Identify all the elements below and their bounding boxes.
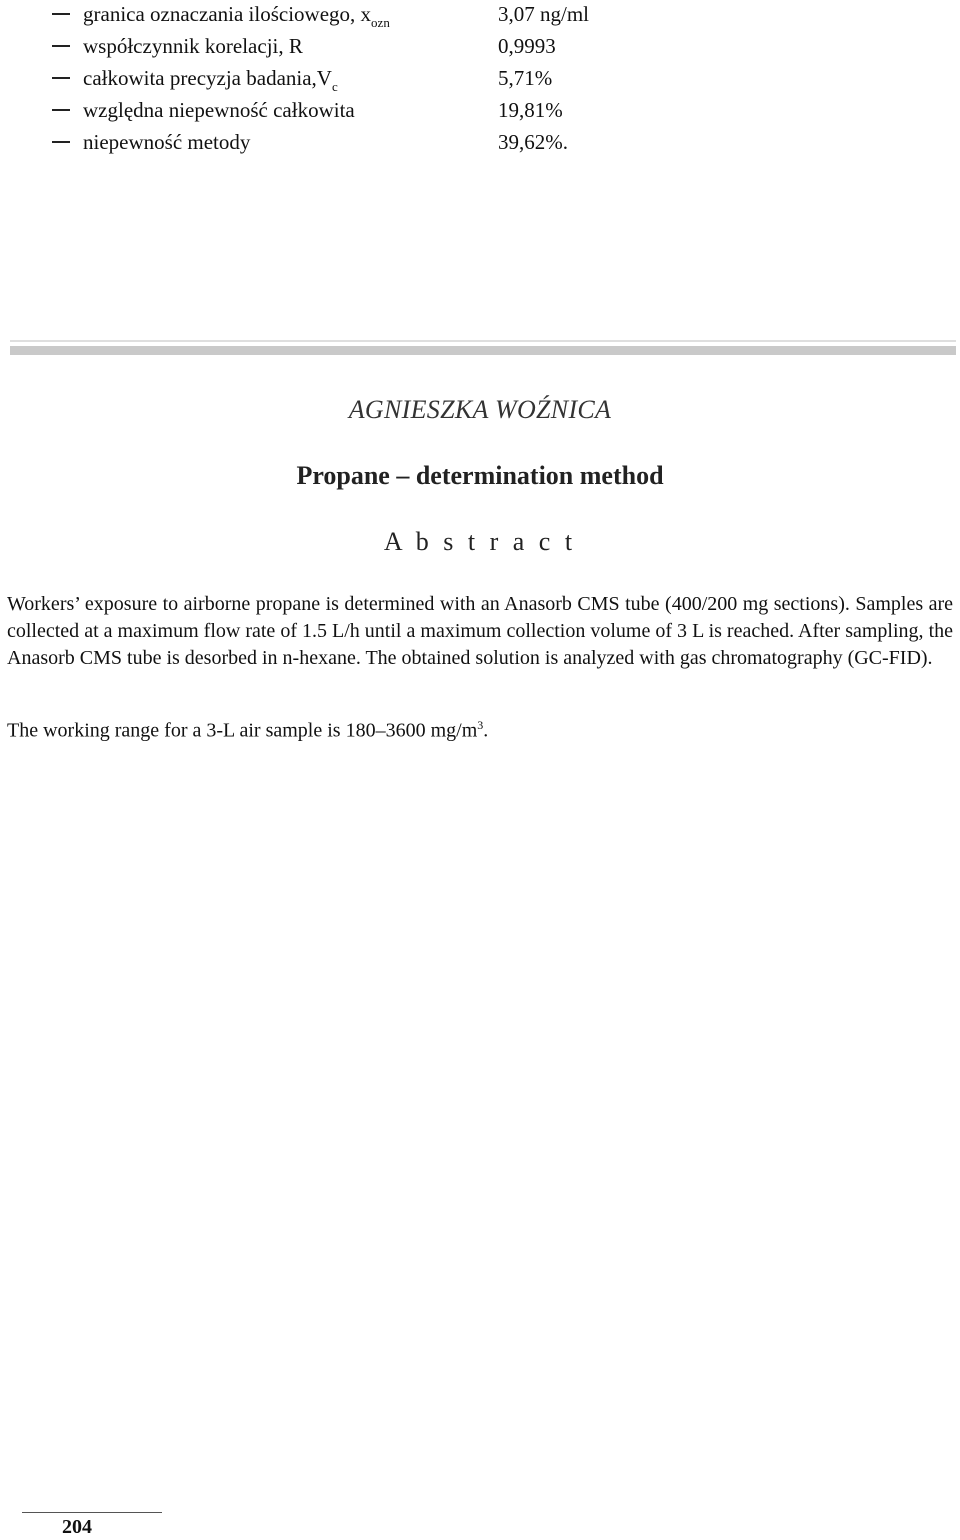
dash-bullet [52, 109, 70, 111]
abstract-body [7, 591, 953, 672]
result-label: względna niepewność całkowita [83, 98, 355, 122]
dash-bullet [52, 77, 70, 79]
section-divider [10, 346, 956, 355]
result-label: niepewność metody [83, 130, 251, 154]
result-label: granica oznaczania ilościowego, $x_{ozn}$ [83, 2, 390, 30]
footer-divider [22, 1512, 162, 1513]
result-value: 39,62%. [498, 130, 568, 154]
page-number: 204 [62, 1516, 92, 1538]
result-value: 5,71% [498, 66, 553, 90]
abstract-heading: A b s t r a c t [383, 527, 577, 556]
result-label: całkowita precyzja $badania,V_c$ [83, 66, 338, 94]
abstract-paragraph: Workers’ exposure to airborne propane is determined with an Anasorb CMS tube (400/200 mg sections). Samples are collected at a maximum flow rate of 1.5 L/h until a maximum collection volume of 3 L is reached. After sampling, the Anasorb CMS tube is desorbed in n-hexane. The obtained solution is analyzed with gas chromatography (GC-FID). [7, 593, 953, 669]
section-divider-thin [10, 340, 956, 342]
result-value: 0,9993 [498, 34, 556, 58]
result-label: współczynnik korelacji, R [83, 34, 303, 58]
article-title: Propane – determination method [296, 461, 664, 490]
dash-bullet [52, 141, 70, 143]
author-name: AGNIESZKA WOŹNICA [348, 395, 612, 424]
result-value: 3,07 ng/ml [498, 2, 590, 26]
result-value: 19,81% [498, 98, 563, 122]
dash-bullet [52, 13, 70, 15]
dash-bullet [52, 45, 70, 47]
working-range-sentence: The working range for a 3-L air sample is 180–3600 $mg/m^3$. [7, 718, 489, 742]
